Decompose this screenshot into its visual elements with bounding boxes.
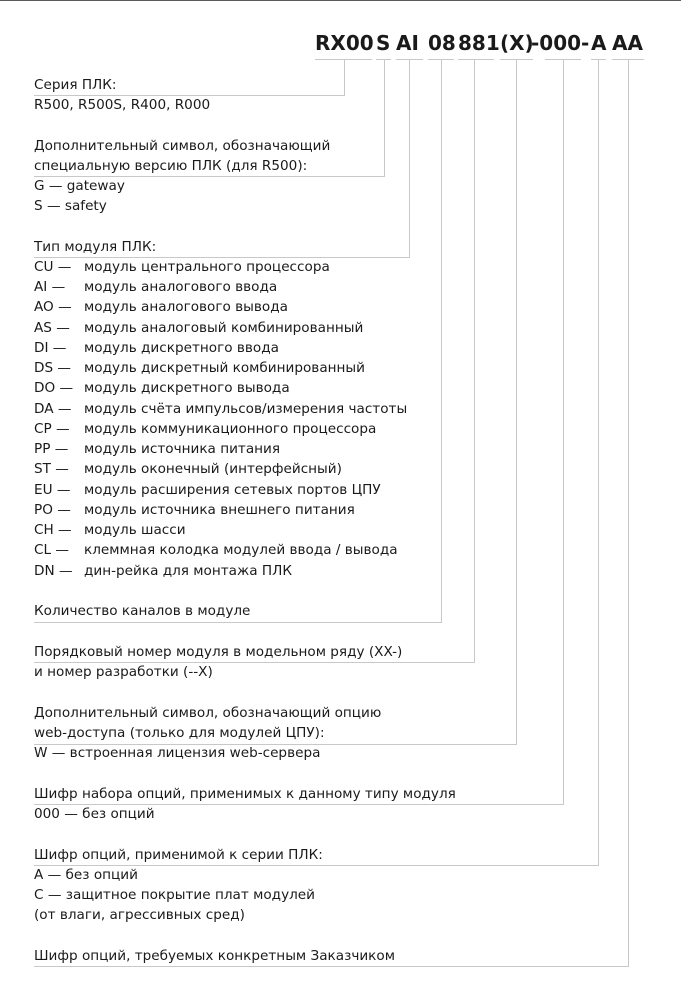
module-type-desc: модуль дискретный комбинированный — [84, 360, 365, 376]
code-series-options: A — [591, 31, 607, 55]
series-options-line-3: C — защитное покрытие плат модулей — [34, 887, 315, 903]
module-type-desc: модуль коммуникационного процессора — [84, 421, 377, 437]
module-type-item — [34, 480, 381, 500]
web-option-line-2: web-доступа (только для модулей ЦПУ): — [34, 725, 325, 741]
module-type-code: DN — — [34, 563, 73, 579]
module-type-code: PP — — [34, 441, 69, 457]
module-type-desc: модуль счёта импульсов/измерения частоты — [84, 401, 408, 417]
module-type-item — [34, 297, 288, 317]
module-type-code: DO — — [34, 380, 74, 396]
module-type-desc: модуль дискретного вывода — [84, 380, 290, 396]
module-type-item — [34, 399, 407, 419]
module-type-desc: модуль шасси — [84, 522, 186, 538]
module-type-item — [34, 338, 279, 358]
module-type-item — [34, 378, 290, 398]
module-type-code: AI — — [34, 279, 66, 295]
module-type-code: CH — — [34, 522, 72, 538]
module-type-desc: модуль расширения сетевых портов ЦПУ — [84, 482, 381, 498]
code-serial-number: 881 — [458, 31, 500, 55]
module-type-desc: модуль аналогового ввода — [84, 279, 278, 295]
code-module-type: AI — [396, 31, 419, 55]
module-type-desc: модуль источника внешнего питания — [84, 502, 355, 518]
serial-number-line-1: Порядковый номер модуля в модельном ряду (XX-) — [34, 644, 403, 660]
special-version-line-2: специальную версию ПЛК (для R500): — [34, 158, 308, 174]
module-type-code: AS — — [34, 320, 70, 336]
module-type-desc: клеммная колодка модулей ввода / вывода — [84, 542, 398, 558]
series-options-line-2: A — без опций — [34, 867, 138, 883]
module-type-item — [34, 459, 342, 479]
series-options-line-1: Шифр опций, применимой к серии ПЛК: — [34, 847, 323, 863]
module-type-code: PO — — [34, 502, 71, 518]
series-options-line-4: (от влаги, агрессивных сред) — [34, 907, 245, 923]
module-type-code: CL — — [34, 542, 69, 558]
module-type-item — [34, 277, 277, 297]
module-type-item — [34, 318, 363, 338]
module-type-code: EU — — [34, 482, 71, 498]
module-type-code: DS — — [34, 360, 72, 376]
special-version-gateway: G — gateway — [34, 178, 125, 194]
module-type-item — [34, 358, 365, 378]
series-values: R500, R500S, R400, R000 — [34, 97, 211, 113]
module-type-code: CP — — [34, 421, 70, 437]
module-type-item — [34, 520, 186, 540]
module-type-desc: модуль аналоговый комбинированный — [84, 320, 364, 336]
special-version-safety: S — safety — [34, 198, 107, 214]
module-type-item — [34, 561, 292, 581]
module-type-code: DI — — [34, 340, 67, 356]
code-module-options: -000- — [531, 31, 590, 55]
module-options-line-1: Шифр набора опций, применимых к данному типу модуля — [34, 786, 456, 802]
module-options-line-2: 000 — без опций — [34, 806, 155, 822]
module-type-desc: дин-рейка для монтажа ПЛК — [84, 563, 293, 579]
module-type-code: CU — — [34, 259, 72, 275]
module-type-desc: модуль источника питания — [84, 441, 281, 457]
module-type-item — [34, 500, 355, 520]
module-type-item — [34, 439, 280, 459]
module-type-desc: модуль центрального процессора — [84, 259, 330, 275]
module-type-desc: модуль дискретного ввода — [84, 340, 279, 356]
code-customer-options: AA — [612, 31, 643, 55]
code-special-version: S — [376, 31, 391, 55]
channel-count-title: Количество каналов в модуле — [34, 603, 251, 619]
web-option-line-1: Дополнительный символ, обозначающий опцию — [34, 705, 382, 721]
module-type-code: DA — — [34, 401, 72, 417]
code-web-option: (X) — [500, 31, 534, 55]
module-type-item — [34, 419, 376, 439]
special-version-line-1: Дополнительный символ, обозначающий — [34, 138, 331, 154]
module-type-desc: модуль оконечный (интерфейсный) — [84, 461, 342, 477]
module-type-title: Тип модуля ПЛК: — [34, 239, 157, 255]
module-type-code: ST — — [34, 461, 69, 477]
serial-number-line-2: и номер разработки (--X) — [34, 664, 213, 680]
code-channel-count: 08 — [428, 31, 456, 55]
series-title: Серия ПЛК: — [34, 77, 117, 93]
module-type-item — [34, 540, 398, 560]
module-type-code: AO — — [34, 299, 72, 315]
web-option-line-3: W — встроенная лицензия web-сервера — [34, 745, 321, 761]
code-series: RX00 — [315, 31, 374, 55]
module-type-item — [34, 257, 330, 277]
module-type-desc: модуль аналогового вывода — [84, 299, 288, 315]
customer-options-title: Шифр опций, требуемых конкретным Заказчиком — [34, 948, 395, 964]
